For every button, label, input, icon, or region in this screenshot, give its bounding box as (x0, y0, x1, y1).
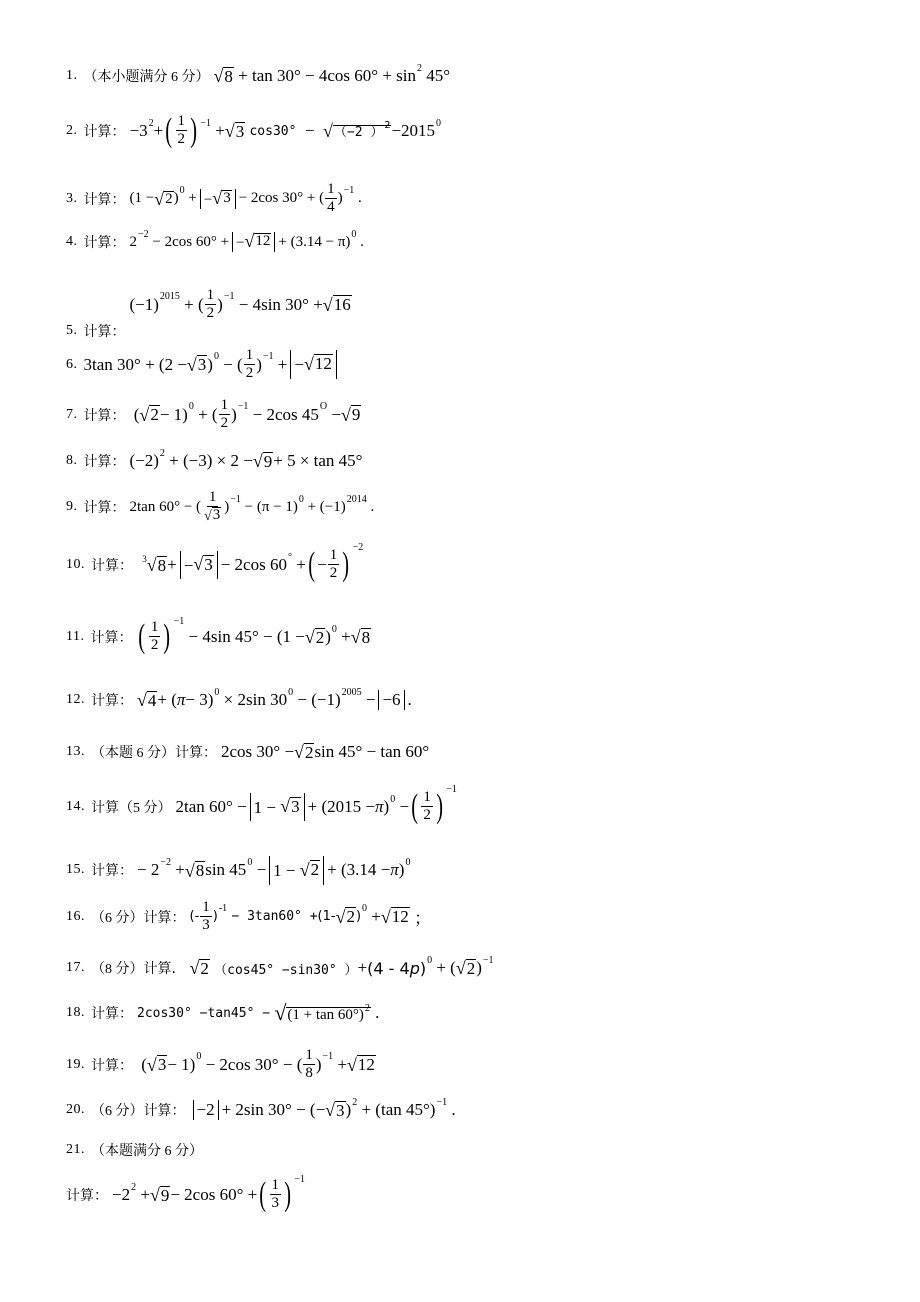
problem-15 (66, 856, 410, 885)
problem-20 (66, 1096, 456, 1121)
problem-expression: 3tan 30° + (2 − √ 3 ) $^0$ − ( $\frac{1}{2}$ ) $^{-1}$ + − √ 12 (84, 348, 340, 381)
problem-expression: 2tan 60° − 1 − √ 3 + (2015 − π ) $^0$ − ( $\frac{1}{2}$ ) $^{-1}$ (175, 783, 457, 825)
problem-label: （本题 6 分）计算： (91, 746, 217, 761)
problem-label: 计算： (83, 455, 126, 470)
problem-14 (66, 783, 457, 825)
problem-17 (66, 954, 494, 979)
problem-expression: −2 + 2sin 30° − (− √ 3 ) $^2$ + (tan 45°) $^{-1}$ . (190, 1100, 456, 1120)
problem-6 (66, 348, 340, 381)
problem-label: （本题满分 6 分） (91, 1144, 203, 1159)
problem-label: 计算： (83, 236, 126, 251)
problem-label: 计算： (83, 501, 126, 516)
problem-expression: ( $\frac{1}{2}$ ) $^{-1}$ − 4sin 45° − (1 − √ 2 ) $^0$ + √ 8 (138, 615, 371, 655)
problem-number: 15. (66, 862, 85, 878)
problem-7 (66, 398, 361, 431)
problem-label: 计算： (91, 559, 133, 574)
problem-expression: 2 $^{-2}$ − 2cos 60° + − √ 12 + (3.14 − π) $^0$ . (129, 228, 364, 251)
problem-label: 计算： (91, 1058, 133, 1074)
problem-number: 18. (66, 1005, 85, 1020)
problem-expression: (- $\frac{1}{3}$ ) $^{-1}$ − 3tan60° + (1- √ 2 ) $^0$ + √ 12 ； (189, 899, 432, 933)
problem-number: 6. (66, 356, 78, 372)
problem-number: 20. (66, 1102, 85, 1117)
problem-number: 5. (66, 322, 78, 338)
problem-expression: √ 8 + tan 30° − 4cos 60° + sin $^2$ 45° (213, 62, 451, 87)
problem-10 (66, 541, 364, 583)
problem-number: 13. (66, 744, 85, 759)
problem-label: 计算： (91, 864, 133, 880)
problem-5 (66, 287, 352, 340)
problem-label: 计算： (83, 408, 126, 424)
problem-expression: −2 $^2$ + √ 9 − 2cos 60° + ( $\frac{1}{3}$ ) $^{-1}$ (112, 1173, 306, 1213)
problem-number: 8. (66, 453, 78, 468)
problem-18 (66, 1002, 379, 1024)
problem-number: 9. (66, 499, 78, 514)
problem-11 (66, 615, 371, 655)
problem-expression: √ 4 + ( π − 3) $^0$ × 2sin 30 $^0$ − (−1) $^{2005}$ − −6 . (137, 686, 412, 711)
problem-3 (66, 182, 362, 215)
problem-label: 计算： (83, 192, 126, 208)
problem-expression: $^3$ √ 8 + − √ 3 − 2cos 60 ° + ( − $\frac{1}{2}$ ) $^{-2}$ (142, 541, 364, 583)
problem-number: 10. (66, 557, 85, 572)
problem-4 (66, 228, 364, 252)
problem-expression: ( √ 3 − 1) $^0$ − 2cos 30° − ( $\frac{1}{8}$ ) $^{-1}$ + √ 12 (137, 1047, 375, 1081)
problem-label: 计算： (91, 694, 133, 709)
problem-1 (66, 62, 451, 87)
problem-expression: (−2) $^2$ + (−3) × 2 − √ 9 + 5 × tan 45° (129, 447, 363, 472)
problem-expression: ( √ 2 − 1) $^0$ + ( $\frac{1}{2}$ ) $^{-1}$ − 2cos 45 $^O$ − √ 9 (129, 397, 361, 431)
problem-expression: (−1) $^{2015}$ + ( $\frac{1}{2}$ ) $^{-1}$ − 4sin 30° + √ 16 (129, 287, 351, 321)
problem-number: 3. (66, 190, 78, 206)
problem-21-expression (66, 1173, 306, 1213)
problem-expression: 2cos 30° − √ 2 sin 45° − tan 60° (221, 742, 430, 763)
problem-label: （本小题满分 6 分） (83, 70, 210, 85)
problem-number: 16. (66, 908, 85, 924)
problem-label: 计算： (90, 631, 133, 646)
problem-label: （6 分）计算： (91, 910, 186, 926)
problem-16 (66, 900, 431, 933)
problem-label: 计算： (66, 1189, 108, 1204)
problem-21 (66, 1140, 207, 1160)
problem-9 (66, 490, 374, 524)
problem-label: （8 分）计算． (91, 962, 186, 977)
problem-number: 12. (66, 692, 85, 707)
problem-number: 7. (66, 406, 78, 422)
problem-label: 计算： (83, 324, 126, 340)
problem-expression: (1 − √ 2 ) $^0$ + − √ 3 − 2cos 30° + ( $\frac{1}{4}$ ) $^{-1}$ . (129, 181, 362, 215)
problem-number: 11. (66, 629, 85, 644)
problem-number: 4. (66, 234, 78, 249)
problem-label: （6 分）计算： (91, 1104, 186, 1119)
problem-expression: − 2 $^{-2}$ + √ 8 sin 45 $^0$ − 1 − √ 2 + (3.14 − π ) $^0$ (137, 856, 410, 885)
problem-19 (66, 1048, 376, 1081)
problem-2 (66, 114, 441, 148)
problem-number: 2. (66, 123, 78, 138)
problem-expression: 2cos30° −tan45° − √ $(1 + \tan 60^\circ)^2$ . (137, 1000, 380, 1025)
problem-number: 14. (66, 799, 85, 814)
problem-number: 17. (66, 960, 85, 975)
problem-13 (66, 742, 429, 762)
problem-label: 计算： (91, 1007, 133, 1022)
problem-expression: √ 2 （cos45° −sin30° ） + (4 - 4p) $^0$ + ( √ 2 ) $^{-1}$ (189, 954, 494, 979)
problem-number: 21. (66, 1142, 85, 1157)
problem-number: 1. (66, 68, 78, 83)
problem-label: 计算： (83, 125, 126, 140)
problem-8 (66, 447, 363, 472)
problem-expression: 2tan 60° − ( 1 √ 3 ) $^{-1}$ − (π − 1) $^0$ + (−1) $^{2014}$ . (129, 489, 375, 524)
problem-number: 19. (66, 1056, 85, 1072)
problem-label: 计算（5 分） (91, 801, 172, 816)
problem-expression: −3 $^2$ + ( $\frac{1}{2}$ ) $^{-1}$ + √ 3 cos30° − √ （−2 ）$^2$ −2015 $^0$ (129, 112, 442, 149)
problem-12 (66, 686, 412, 711)
